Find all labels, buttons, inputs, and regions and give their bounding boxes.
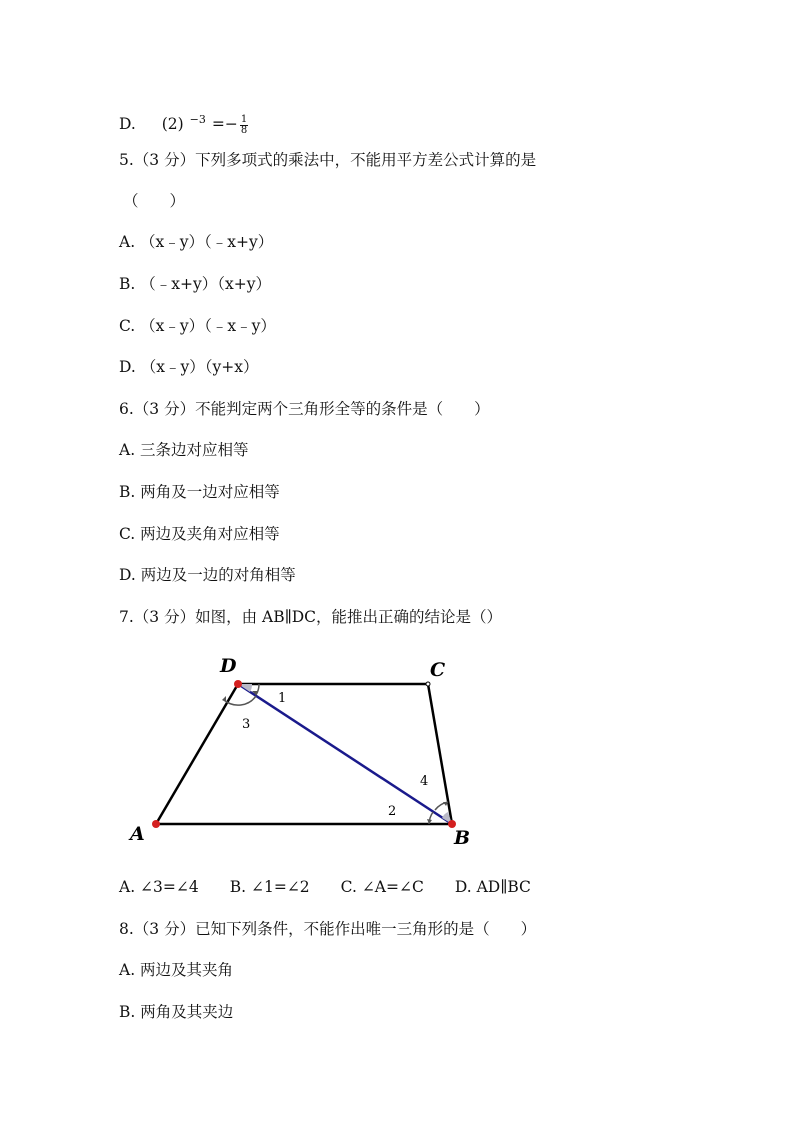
q5-stem: 5.（3 分）下列多项式的乘法中，不能用平方差公式计算的是 [119, 151, 537, 169]
q5-option-c: C. （x﹣y）（﹣x﹣y） [119, 317, 276, 335]
label-b: B [454, 827, 471, 849]
q4-option-d-equals: = [211, 115, 225, 134]
side-cb [428, 684, 452, 824]
angle-label-2: 2 [388, 804, 397, 819]
q5-option-b: B. （﹣x+y）（x+y） [119, 275, 271, 293]
angle-label-3: 3 [242, 717, 251, 732]
label-a: A [130, 823, 145, 845]
q6-stem: 6.（3 分）不能判定两个三角形全等的条件是（ ） [119, 400, 490, 418]
q7-options: A. ∠3=∠4 B. ∠1=∠2 C. ∠A=∠C D. AD∥BC [119, 878, 531, 896]
q4-option-d-minus: − [224, 115, 238, 134]
q4-option-d [119, 110, 248, 136]
q6-option-d: D. 两边及一边的对角相等 [119, 566, 296, 584]
q6-option-c: C. 两边及夹角对应相等 [119, 525, 280, 543]
vertex-c [426, 682, 430, 686]
q6-option-a: A. 三条边对应相等 [119, 441, 249, 459]
vertex-a [152, 820, 160, 828]
q5-blank: （ ） [123, 192, 186, 210]
q5-option-d: D. （x﹣y）（y+x） [119, 358, 259, 376]
q8-option-a: A. 两边及其夹角 [119, 961, 234, 979]
angle-label-4: 4 [420, 774, 429, 789]
q5-option-a: A. （x﹣y）（﹣x+y） [119, 233, 274, 251]
q7-stem: 7.（3 分）如图，由 AB∥DC，能推出正确的结论是（） [119, 608, 503, 626]
q4-frac-denominator: 8 [240, 124, 248, 136]
q6-option-b: B. 两角及一边对应相等 [119, 483, 280, 501]
q8-option-b: B. 两角及其夹边 [119, 1003, 234, 1021]
q4-option-d-exponent: −3 [189, 113, 206, 126]
trapezoid-figure [120, 650, 480, 850]
label-c: C [430, 659, 446, 681]
vertex-d [234, 680, 242, 688]
label-d: D [220, 655, 237, 677]
q4-option-d-fraction [240, 115, 248, 136]
q4-option-d-base: (2) [161, 115, 184, 134]
q8-stem: 8.（3 分）已知下列条件，不能作出唯一三角形的是（ ） [119, 920, 537, 938]
q4-frac-numerator: 1 [240, 113, 248, 125]
side-ad [156, 684, 238, 824]
angle-3-arrow-icon [222, 696, 226, 702]
q4-option-d-label: D. [119, 115, 136, 134]
diagonal-db [238, 684, 452, 824]
angle-label-1: 1 [278, 691, 287, 706]
